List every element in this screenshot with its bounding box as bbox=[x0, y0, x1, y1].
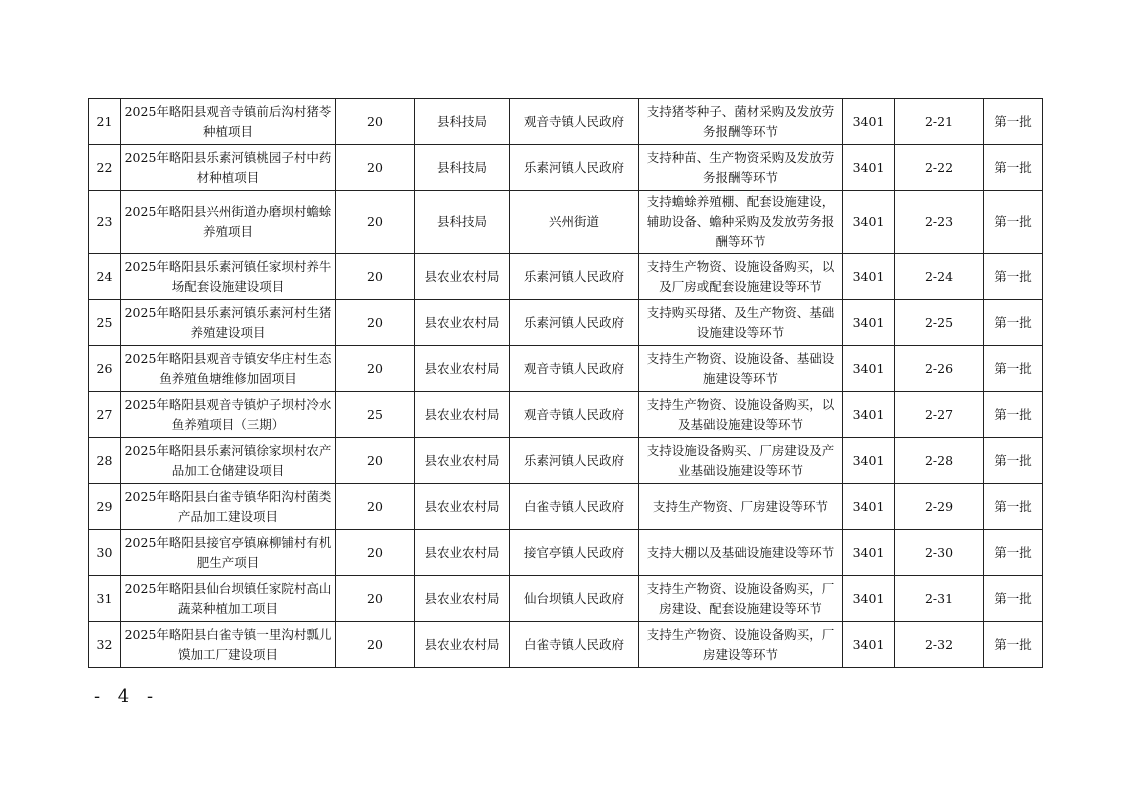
batch: 第一批 bbox=[984, 622, 1043, 668]
table-row bbox=[89, 484, 1043, 530]
table-row bbox=[89, 392, 1043, 438]
row-number: 26 bbox=[89, 346, 121, 392]
responsible-department: 县农业农村局 bbox=[415, 254, 510, 300]
funding-amount: 20 bbox=[336, 254, 415, 300]
project-sequence: 2-22 bbox=[895, 145, 984, 191]
batch: 第一批 bbox=[984, 576, 1043, 622]
funding-amount: 20 bbox=[336, 191, 415, 254]
responsible-department: 县科技局 bbox=[415, 99, 510, 145]
page-number: - 4 - bbox=[94, 686, 160, 707]
funding-amount: 20 bbox=[336, 300, 415, 346]
budget-code: 3401 bbox=[843, 576, 895, 622]
project-content: 支持猪苓种子、菌材采购及发放劳务报酬等环节 bbox=[639, 99, 843, 145]
row-number: 21 bbox=[89, 99, 121, 145]
project-name: 2025年略阳县兴州街道办磨坝村蟾蜍养殖项目 bbox=[121, 191, 336, 254]
project-content: 支持种苗、生产物资采购及发放劳务报酬等环节 bbox=[639, 145, 843, 191]
row-number: 28 bbox=[89, 438, 121, 484]
project-name: 2025年略阳县乐素河镇桃园子村中药材种植项目 bbox=[121, 145, 336, 191]
batch: 第一批 bbox=[984, 254, 1043, 300]
implementing-unit: 观音寺镇人民政府 bbox=[510, 392, 639, 438]
funding-amount: 20 bbox=[336, 438, 415, 484]
project-sequence: 2-25 bbox=[895, 300, 984, 346]
implementing-unit: 仙台坝镇人民政府 bbox=[510, 576, 639, 622]
table-row bbox=[89, 530, 1043, 576]
responsible-department: 县农业农村局 bbox=[415, 530, 510, 576]
budget-code: 3401 bbox=[843, 300, 895, 346]
table-row bbox=[89, 622, 1043, 668]
table-body bbox=[89, 99, 1043, 668]
project-content: 支持大棚以及基础设施建设等环节 bbox=[639, 530, 843, 576]
row-number: 23 bbox=[89, 191, 121, 254]
project-name: 2025年略阳县乐素河镇徐家坝村农产品加工仓储建设项目 bbox=[121, 438, 336, 484]
row-number: 29 bbox=[89, 484, 121, 530]
implementing-unit: 乐素河镇人民政府 bbox=[510, 438, 639, 484]
project-table bbox=[88, 98, 1043, 668]
project-name: 2025年略阳县仙台坝镇任家院村高山蔬菜种植加工项目 bbox=[121, 576, 336, 622]
responsible-department: 县农业农村局 bbox=[415, 392, 510, 438]
budget-code: 3401 bbox=[843, 484, 895, 530]
row-number: 32 bbox=[89, 622, 121, 668]
budget-code: 3401 bbox=[843, 346, 895, 392]
budget-code: 3401 bbox=[843, 191, 895, 254]
budget-code: 3401 bbox=[843, 392, 895, 438]
responsible-department: 县农业农村局 bbox=[415, 346, 510, 392]
project-content: 支持设施设备购买、厂房建设及产业基础设施建设等环节 bbox=[639, 438, 843, 484]
budget-code: 3401 bbox=[843, 254, 895, 300]
implementing-unit: 观音寺镇人民政府 bbox=[510, 346, 639, 392]
table-row bbox=[89, 300, 1043, 346]
project-name: 2025年略阳县接官亭镇麻柳铺村有机肥生产项目 bbox=[121, 530, 336, 576]
responsible-department: 县农业农村局 bbox=[415, 300, 510, 346]
project-sequence: 2-21 bbox=[895, 99, 984, 145]
implementing-unit: 白雀寺镇人民政府 bbox=[510, 484, 639, 530]
batch: 第一批 bbox=[984, 99, 1043, 145]
funding-amount: 20 bbox=[336, 484, 415, 530]
project-content: 支持购买母猪、及生产物资、基础设施建设等环节 bbox=[639, 300, 843, 346]
responsible-department: 县科技局 bbox=[415, 145, 510, 191]
project-sequence: 2-30 bbox=[895, 530, 984, 576]
project-content: 支持生产物资、设施设备购买，以及厂房或配套设施建设等环节 bbox=[639, 254, 843, 300]
responsible-department: 县农业农村局 bbox=[415, 622, 510, 668]
project-name: 2025年略阳县乐素河镇任家坝村养牛场配套设施建设项目 bbox=[121, 254, 336, 300]
implementing-unit: 接官亭镇人民政府 bbox=[510, 530, 639, 576]
row-number: 22 bbox=[89, 145, 121, 191]
project-content: 支持生产物资、设施设备购买，以及基础设施建设等环节 bbox=[639, 392, 843, 438]
funding-amount: 20 bbox=[336, 530, 415, 576]
project-content: 支持生产物资、设施设备、基础设施建设等环节 bbox=[639, 346, 843, 392]
responsible-department: 县农业农村局 bbox=[415, 576, 510, 622]
project-name: 2025年略阳县白雀寺镇一里沟村瓢儿馍加工厂建设项目 bbox=[121, 622, 336, 668]
batch: 第一批 bbox=[984, 484, 1043, 530]
implementing-unit: 乐素河镇人民政府 bbox=[510, 300, 639, 346]
batch: 第一批 bbox=[984, 530, 1043, 576]
project-content: 支持生产物资、厂房建设等环节 bbox=[639, 484, 843, 530]
project-sequence: 2-24 bbox=[895, 254, 984, 300]
funding-amount: 20 bbox=[336, 576, 415, 622]
project-content: 支持生产物资、设施设备购买，厂房建设、配套设施建设等环节 bbox=[639, 576, 843, 622]
implementing-unit: 白雀寺镇人民政府 bbox=[510, 622, 639, 668]
budget-code: 3401 bbox=[843, 438, 895, 484]
batch: 第一批 bbox=[984, 191, 1043, 254]
table-row bbox=[89, 99, 1043, 145]
implementing-unit: 乐素河镇人民政府 bbox=[510, 254, 639, 300]
project-sequence: 2-31 bbox=[895, 576, 984, 622]
table-row bbox=[89, 438, 1043, 484]
project-sequence: 2-32 bbox=[895, 622, 984, 668]
project-name: 2025年略阳县观音寺镇炉子坝村冷水鱼养殖项目（三期） bbox=[121, 392, 336, 438]
table-row bbox=[89, 191, 1043, 254]
row-number: 31 bbox=[89, 576, 121, 622]
table-row bbox=[89, 346, 1043, 392]
batch: 第一批 bbox=[984, 438, 1043, 484]
responsible-department: 县农业农村局 bbox=[415, 484, 510, 530]
project-sequence: 2-27 bbox=[895, 392, 984, 438]
implementing-unit: 观音寺镇人民政府 bbox=[510, 99, 639, 145]
responsible-department: 县科技局 bbox=[415, 191, 510, 254]
project-sequence: 2-28 bbox=[895, 438, 984, 484]
project-sequence: 2-26 bbox=[895, 346, 984, 392]
table-row bbox=[89, 145, 1043, 191]
batch: 第一批 bbox=[984, 392, 1043, 438]
table-row bbox=[89, 576, 1043, 622]
budget-code: 3401 bbox=[843, 145, 895, 191]
budget-code: 3401 bbox=[843, 622, 895, 668]
batch: 第一批 bbox=[984, 145, 1043, 191]
responsible-department: 县农业农村局 bbox=[415, 438, 510, 484]
project-sequence: 2-29 bbox=[895, 484, 984, 530]
funding-amount: 20 bbox=[336, 99, 415, 145]
row-number: 30 bbox=[89, 530, 121, 576]
row-number: 24 bbox=[89, 254, 121, 300]
implementing-unit: 兴州街道 bbox=[510, 191, 639, 254]
project-name: 2025年略阳县观音寺镇安华庄村生态鱼养殖鱼塘维修加固项目 bbox=[121, 346, 336, 392]
project-name: 2025年略阳县观音寺镇前后沟村猪苓种植项目 bbox=[121, 99, 336, 145]
table-row bbox=[89, 254, 1043, 300]
project-name: 2025年略阳县乐素河镇乐素河村生猪养殖建设项目 bbox=[121, 300, 336, 346]
batch: 第一批 bbox=[984, 346, 1043, 392]
funding-amount: 25 bbox=[336, 392, 415, 438]
funding-amount: 20 bbox=[336, 145, 415, 191]
funding-amount: 20 bbox=[336, 622, 415, 668]
project-name: 2025年略阳县白雀寺镇华阳沟村菌类产品加工建设项目 bbox=[121, 484, 336, 530]
project-sequence: 2-23 bbox=[895, 191, 984, 254]
budget-code: 3401 bbox=[843, 530, 895, 576]
project-content: 支持蟾蜍养殖棚、配套设施建设，辅助设备、蟾种采购及发放劳务报酬等环节 bbox=[639, 191, 843, 254]
budget-code: 3401 bbox=[843, 99, 895, 145]
row-number: 25 bbox=[89, 300, 121, 346]
row-number: 27 bbox=[89, 392, 121, 438]
implementing-unit: 乐素河镇人民政府 bbox=[510, 145, 639, 191]
funding-amount: 20 bbox=[336, 346, 415, 392]
batch: 第一批 bbox=[984, 300, 1043, 346]
project-content: 支持生产物资、设施设备购买，厂房建设等环节 bbox=[639, 622, 843, 668]
